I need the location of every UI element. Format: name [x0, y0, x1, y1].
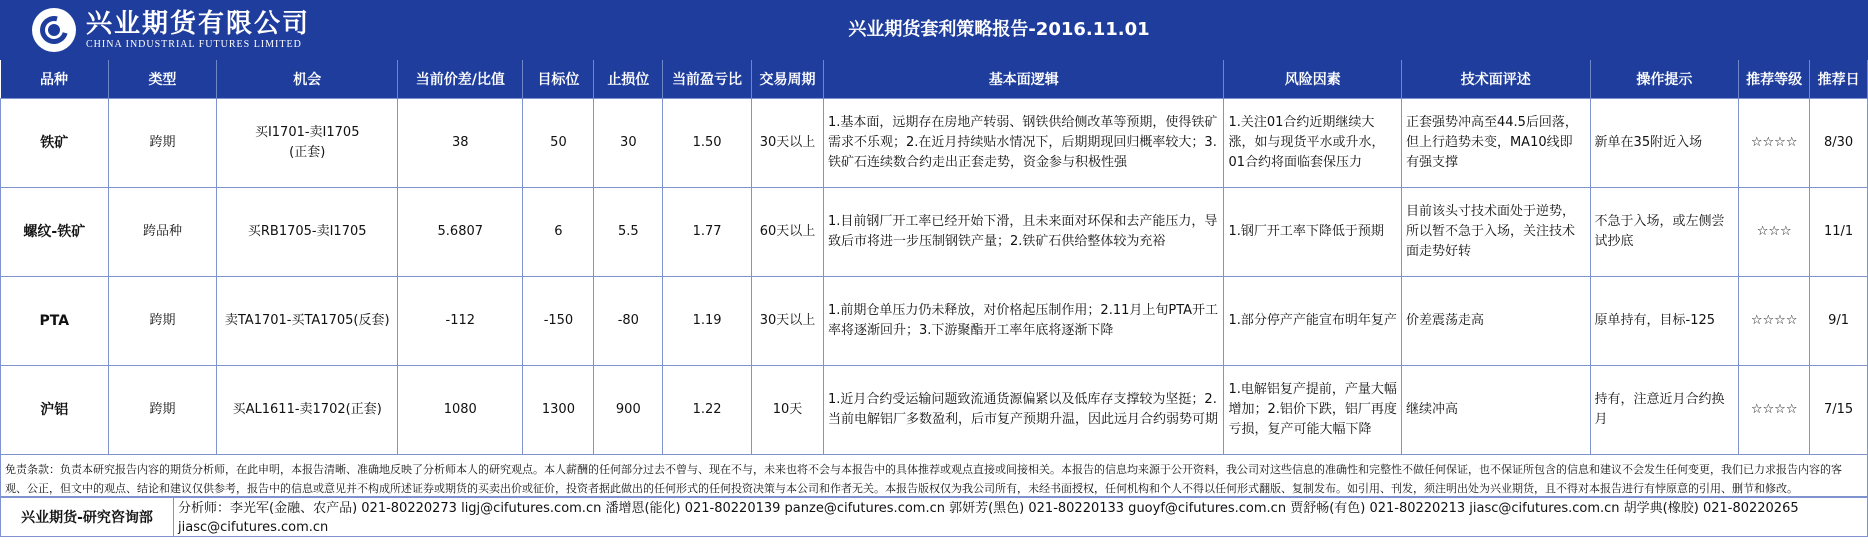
table-cell: 38 [398, 99, 523, 188]
report-header [0, 0, 1868, 60]
logo-cn-text: 兴业期货有限公司 [86, 9, 311, 39]
table-cell: -80 [594, 277, 663, 366]
table-cell: 价差震荡走高 [1401, 277, 1590, 366]
column-header: 推荐日 [1810, 60, 1868, 99]
table-cell: 50 [523, 99, 594, 188]
table-cell: 买RB1705-卖I1705 [217, 188, 398, 277]
table-cell: 正套强势冲高至44.5后回落，但上行趋势未变，MA10线即有强支撑 [1401, 99, 1590, 188]
table-cell: 跨品种 [108, 188, 217, 277]
table-cell: 8/30 [1810, 99, 1868, 188]
column-header: 目标位 [523, 60, 594, 99]
table-cell: 1.基本面，远期存在房地产转弱、钢铁供给侧改革等预期，使得铁矿需求不乐观；2.在近月持续贴水情况下，后期期现回归概率较大；3.铁矿石连续数合约走出正套走势，资金参与积极性强 [824, 99, 1224, 188]
disclaimer-text: 免责条款：负责本研究报告内容的期货分析师，在此申明，本报告清晰、准确地反映了分析师本人的研究观点。本人薪酬的任何部分过去不曾与、现在不与，未来也将不会与本报告中的具体推荐或观点直接或间接相关。本报告的信息均来源于公开资料，我公司对这些信息的准确性和完整性不做任何保证，也不保证所包含的信息和建议不会发生任何变更，我们已力求报告内容的客观、公正，但文中的观点、结论和建议仅供参考，报告中的信息或意见并不构成所述证券或期货的买卖出价或征价，投资者据此做出的任何形式的任何投资决策与本公司和作者无关。本报告版权仅为我公司所有，未经书面授权，任何机构和个人不得以任何形式翻版、复制发布。如引用、刊发，须注明出处为兴业期货，且不得对本报告进行有悖原意的引用、删节和修改。 [0, 455, 1868, 497]
column-header: 操作提示 [1590, 60, 1739, 99]
table-cell: 900 [594, 366, 663, 455]
table-cell: 1.近月合约受运输问题致流通货源偏紧以及低库存支撑较为坚挺；2.当前电解铝厂多数盈利，后市复产预期升温，因此远月合约弱势可期 [824, 366, 1224, 455]
table-cell: ☆☆☆☆ [1739, 366, 1810, 455]
table-cell: 螺纹-铁矿 [1, 188, 109, 277]
table-cell: 10天 [751, 366, 823, 455]
table-row [1, 277, 1868, 366]
table-cell: 30 [594, 99, 663, 188]
table-cell: 1.钢厂开工率下降低于预期 [1224, 188, 1401, 277]
table-cell: 买AL1611-卖1702(正套) [217, 366, 398, 455]
table-cell: 5.6807 [398, 188, 523, 277]
table-cell: 11/1 [1810, 188, 1868, 277]
table-cell: 1080 [398, 366, 523, 455]
column-header: 品种 [1, 60, 109, 99]
table-cell: 1.电解铝复产提前，产量大幅增加；2.铝价下跌，铝厂再度亏损，复产可能大幅下降 [1224, 366, 1401, 455]
column-header: 交易周期 [751, 60, 823, 99]
table-row [1, 99, 1868, 188]
table-cell: 1.部分停产产能宣布明年复产 [1224, 277, 1401, 366]
table-cell: 1.关注01合约近期继续大涨，如与现货平水或升水，01合约将面临套保压力 [1224, 99, 1401, 188]
table-cell: 原单持有，目标-125 [1590, 277, 1739, 366]
table-cell: 持有，注意近月合约换月 [1590, 366, 1739, 455]
column-header: 推荐等级 [1739, 60, 1810, 99]
table-cell: 6 [523, 188, 594, 277]
table-cell: 1.目前钢厂开工率已经开始下滑，且未来面对环保和去产能压力，导致后市将进一步压制钢铁产量；2.铁矿石供给整体较为充裕 [824, 188, 1224, 277]
table-cell: 5.5 [594, 188, 663, 277]
strategy-table [0, 60, 1868, 455]
column-header: 基本面逻辑 [824, 60, 1224, 99]
table-row [1, 188, 1868, 277]
column-header: 技术面评述 [1401, 60, 1590, 99]
table-cell: 9/1 [1810, 277, 1868, 366]
column-header: 当前盈亏比 [663, 60, 752, 99]
table-cell: 1.前期仓单压力仍未释放，对价格起压制作用；2.11月上旬PTA开工率将逐渐回升；3.下游聚酯开工率年底将逐渐下降 [824, 277, 1224, 366]
table-cell: 60天以上 [751, 188, 823, 277]
table-cell: -150 [523, 277, 594, 366]
footer [0, 497, 1868, 537]
table-cell: -112 [398, 277, 523, 366]
table-cell: 新单在35附近入场 [1590, 99, 1739, 188]
table-cell: 跨期 [108, 366, 217, 455]
table-cell: ☆☆☆☆ [1739, 99, 1810, 188]
column-header: 机会 [217, 60, 398, 99]
table-cell: 30天以上 [751, 99, 823, 188]
table-cell: 7/15 [1810, 366, 1868, 455]
table-cell: 跨期 [108, 99, 217, 188]
table-cell: 1.77 [663, 188, 752, 277]
table-cell: 沪铝 [1, 366, 109, 455]
column-header: 当前价差/比值 [398, 60, 523, 99]
table-cell: 30天以上 [751, 277, 823, 366]
table-cell: PTA [1, 277, 109, 366]
table-cell: ☆☆☆ [1739, 188, 1810, 277]
table-row [1, 366, 1868, 455]
table-cell: 目前该头寸技术面处于逆势，所以暂不急于入场，关注技术面走势好转 [1401, 188, 1590, 277]
footer-dept: 兴业期货-研究咨询部 [1, 498, 174, 536]
table-cell: 1.50 [663, 99, 752, 188]
footer-contacts: 分析师：李光军(金融、农产品) 021-80220273 ligj@cifutures.com.cn 潘增恩(能化) 021-80220139 panze@cifutures.com.cn 郭妍芳(黑色) 021-80220133 guoyf@cifutures.com.cn 贾舒畅(有色) 021-80220213 jiasc@cifutures.com.cn 胡学典(橡胶) 021-80220265 jiasc@cifutures.com.cn [178, 501, 1799, 535]
logo-en-text: CHINA INDUSTRIAL FUTURES LIMITED [86, 39, 302, 50]
column-header: 类型 [108, 60, 217, 99]
table-cell: 1.19 [663, 277, 752, 366]
table-cell: 跨期 [108, 277, 217, 366]
table-cell: 1.22 [663, 366, 752, 455]
table-cell: 铁矿 [1, 99, 109, 188]
report-title: 兴业期货套利策略报告-2016.11.01 [848, 19, 1150, 40]
column-header: 风险因素 [1224, 60, 1401, 99]
table-cell: 1300 [523, 366, 594, 455]
table-cell: ☆☆☆☆ [1739, 277, 1810, 366]
table-header-row [1, 60, 1868, 99]
table-cell: 卖TA1701-买TA1705(反套) [217, 277, 398, 366]
table-cell: 不急于入场，或左侧尝试抄底 [1590, 188, 1739, 277]
table-cell: 继续冲高 [1401, 366, 1590, 455]
table-cell: 买I1701-卖I1705 (正套) [217, 99, 398, 188]
column-header: 止损位 [594, 60, 663, 99]
